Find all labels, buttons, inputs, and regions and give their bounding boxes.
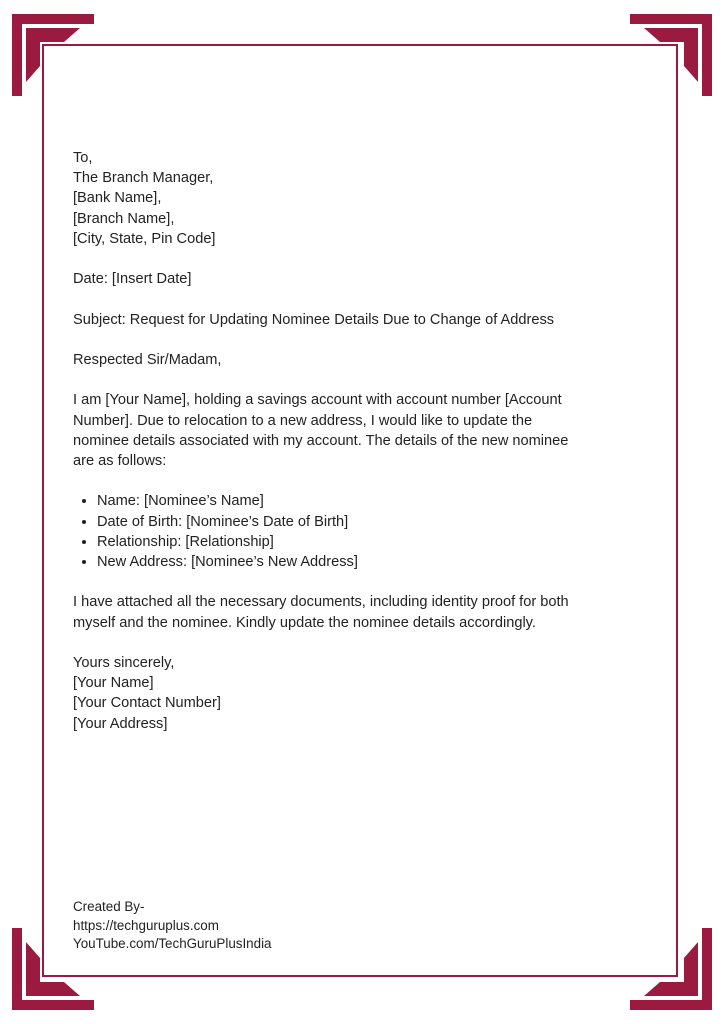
signoff-line: Yours sincerely,: [73, 654, 175, 671]
corner-ornament-bottom-right: [630, 928, 712, 1010]
letter-body: [73, 148, 653, 734]
signoff-line: [Your Name]: [73, 675, 154, 692]
address-line: The Branch Manager,: [73, 170, 214, 187]
signoff-line: [Your Contact Number]: [73, 695, 221, 712]
address-line: [City, State, Pin Code]: [73, 230, 216, 247]
nominee-details-list: [73, 491, 653, 572]
salutation: Respected Sir/Madam,: [73, 351, 222, 368]
address-line: To,: [73, 150, 93, 166]
signoff: [73, 653, 653, 734]
signoff-line: [Your Address]: [73, 715, 168, 732]
body-line: myself and the nominee. Kindly update the nominee details accordingly.: [73, 614, 536, 631]
created-by-label: Created By-: [73, 899, 145, 914]
footer-credits: [73, 898, 272, 954]
address-line: [Branch Name],: [73, 210, 175, 227]
body-line: are as follows:: [73, 452, 167, 469]
closing-paragraph: [73, 592, 653, 632]
body-line: nominee details associated with my account. The details of the new nominee: [73, 432, 569, 449]
corner-ornament-top-right: [630, 14, 712, 96]
list-item: • Name: [Nominee’s Name]: [97, 491, 653, 511]
letter-subject: Subject: Request for Updating Nominee Details Due to Change of Address: [73, 311, 555, 328]
address-line: [Bank Name],: [73, 190, 162, 207]
body-line: I have attached all the necessary documents, including identity proof for both: [73, 594, 569, 611]
body-paragraph: [73, 390, 653, 471]
recipient-address: [73, 148, 653, 249]
list-item: • Relationship: [Relationship]: [97, 532, 653, 552]
letter-date: Date: [Insert Date]: [73, 271, 192, 288]
body-line: Number]. Due to relocation to a new address, I would like to update the: [73, 412, 533, 429]
list-item: • New Address: [Nominee’s New Address]: [97, 552, 653, 572]
body-line: I am [Your Name], holding a savings account with account number [Account: [73, 392, 562, 409]
website-link[interactable]: https://techguruplus.com: [73, 917, 219, 933]
youtube-link[interactable]: YouTube.com/TechGuruPlusIndia: [73, 936, 272, 951]
list-item: • Date of Birth: [Nominee’s Date of Birth]: [97, 512, 653, 532]
corner-ornament-top-left: [12, 14, 94, 96]
